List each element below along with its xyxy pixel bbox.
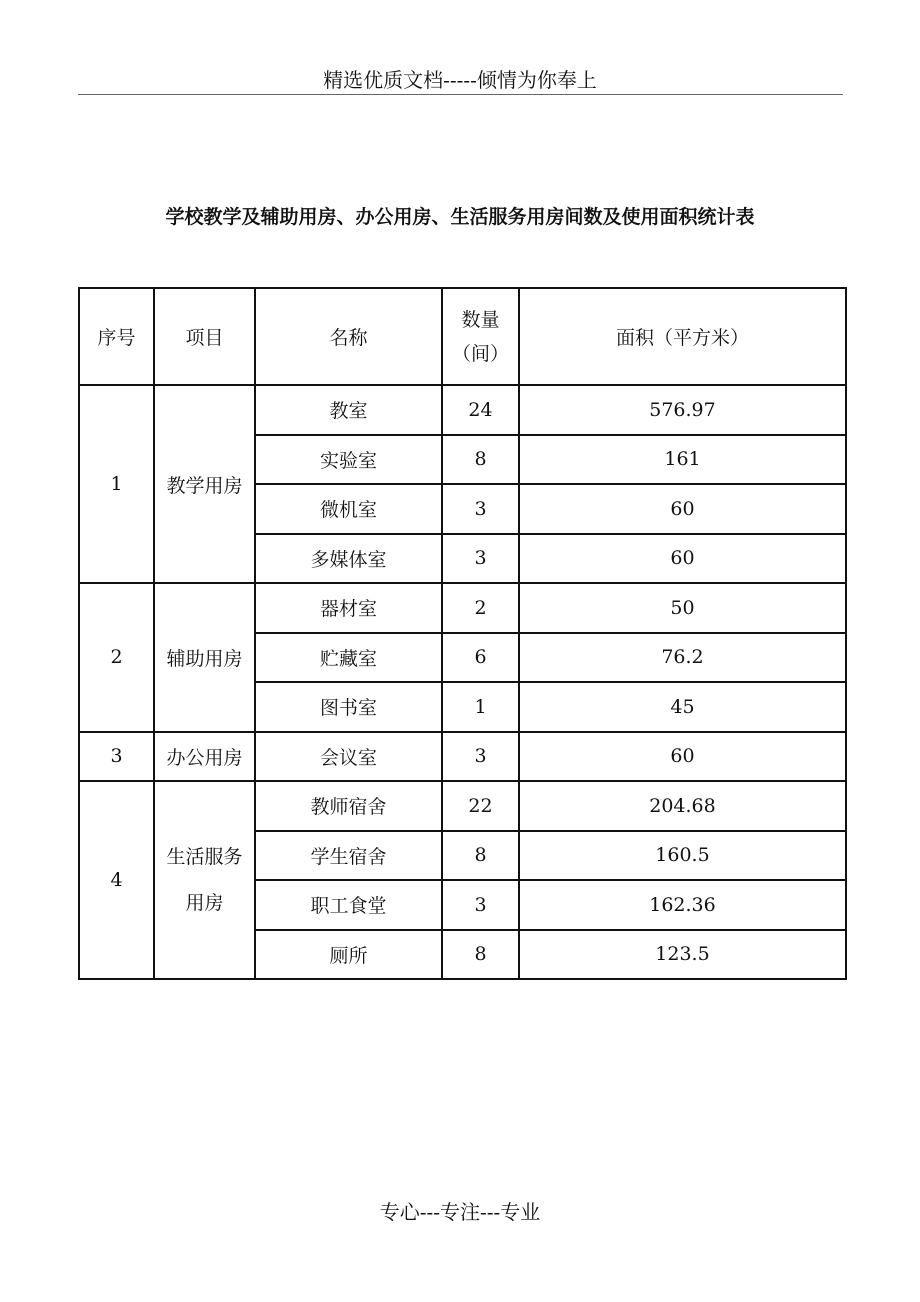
room-name: 教室 [255,385,442,435]
group-category [154,781,255,979]
header-quantity [442,288,519,385]
room-area: 60 [519,534,846,584]
room-name: 教师宿舍 [255,781,442,831]
room-name: 图书室 [255,682,442,732]
room-area: 161 [519,435,846,485]
table-row [79,583,846,633]
room-quantity: 2 [442,583,519,633]
room-area: 45 [519,682,846,732]
table-header-row [79,288,846,385]
header-divider [78,94,843,95]
room-name: 贮藏室 [255,633,442,683]
room-area: 76.2 [519,633,846,683]
group-number: 4 [79,781,154,979]
room-quantity: 8 [442,435,519,485]
room-name: 厕所 [255,930,442,980]
group-number: 3 [79,732,154,782]
room-quantity: 6 [442,633,519,683]
room-name: 器材室 [255,583,442,633]
table-row [79,385,846,435]
room-name: 实验室 [255,435,442,485]
group-category-line1: 生活服务 [166,846,243,868]
room-name: 职工食堂 [255,880,442,930]
group-number: 2 [79,583,154,732]
table-row [79,781,846,831]
room-name: 会议室 [255,732,442,782]
table-row [79,732,846,782]
page-header: 精选优质文档-----倾情为你奉上 [323,68,597,92]
group-category: 辅助用房 [154,583,255,732]
room-name: 微机室 [255,484,442,534]
room-quantity: 3 [442,880,519,930]
room-quantity: 8 [442,831,519,881]
document-title: 学校教学及辅助用房、办公用房、生活服务用房间数及使用面积统计表 [165,206,755,228]
page-footer: 专心---专注---专业 [379,1200,541,1224]
room-area: 123.5 [519,930,846,980]
header-area: 面积（平方米） [519,288,846,385]
statistics-table [78,287,847,980]
room-quantity: 8 [442,930,519,980]
group-category: 办公用房 [154,732,255,782]
group-category: 教学用房 [154,385,255,583]
header-name: 名称 [255,288,442,385]
room-quantity: 24 [442,385,519,435]
room-quantity: 3 [442,732,519,782]
group-category-line2: 用房 [185,892,224,914]
header-quantity-line2: （间） [451,342,509,365]
group-number: 1 [79,385,154,583]
header-category: 项目 [154,288,255,385]
room-quantity: 1 [442,682,519,732]
room-name: 学生宿舍 [255,831,442,881]
room-quantity: 3 [442,534,519,584]
header-quantity-line1: 数量 [461,308,500,331]
room-quantity: 3 [442,484,519,534]
room-area: 160.5 [519,831,846,881]
room-quantity: 22 [442,781,519,831]
room-area: 60 [519,484,846,534]
room-name: 多媒体室 [255,534,442,584]
room-area: 162.36 [519,880,846,930]
room-area: 576.97 [519,385,846,435]
room-area: 204.68 [519,781,846,831]
header-no: 序号 [79,288,154,385]
room-area: 60 [519,732,846,782]
room-area: 50 [519,583,846,633]
